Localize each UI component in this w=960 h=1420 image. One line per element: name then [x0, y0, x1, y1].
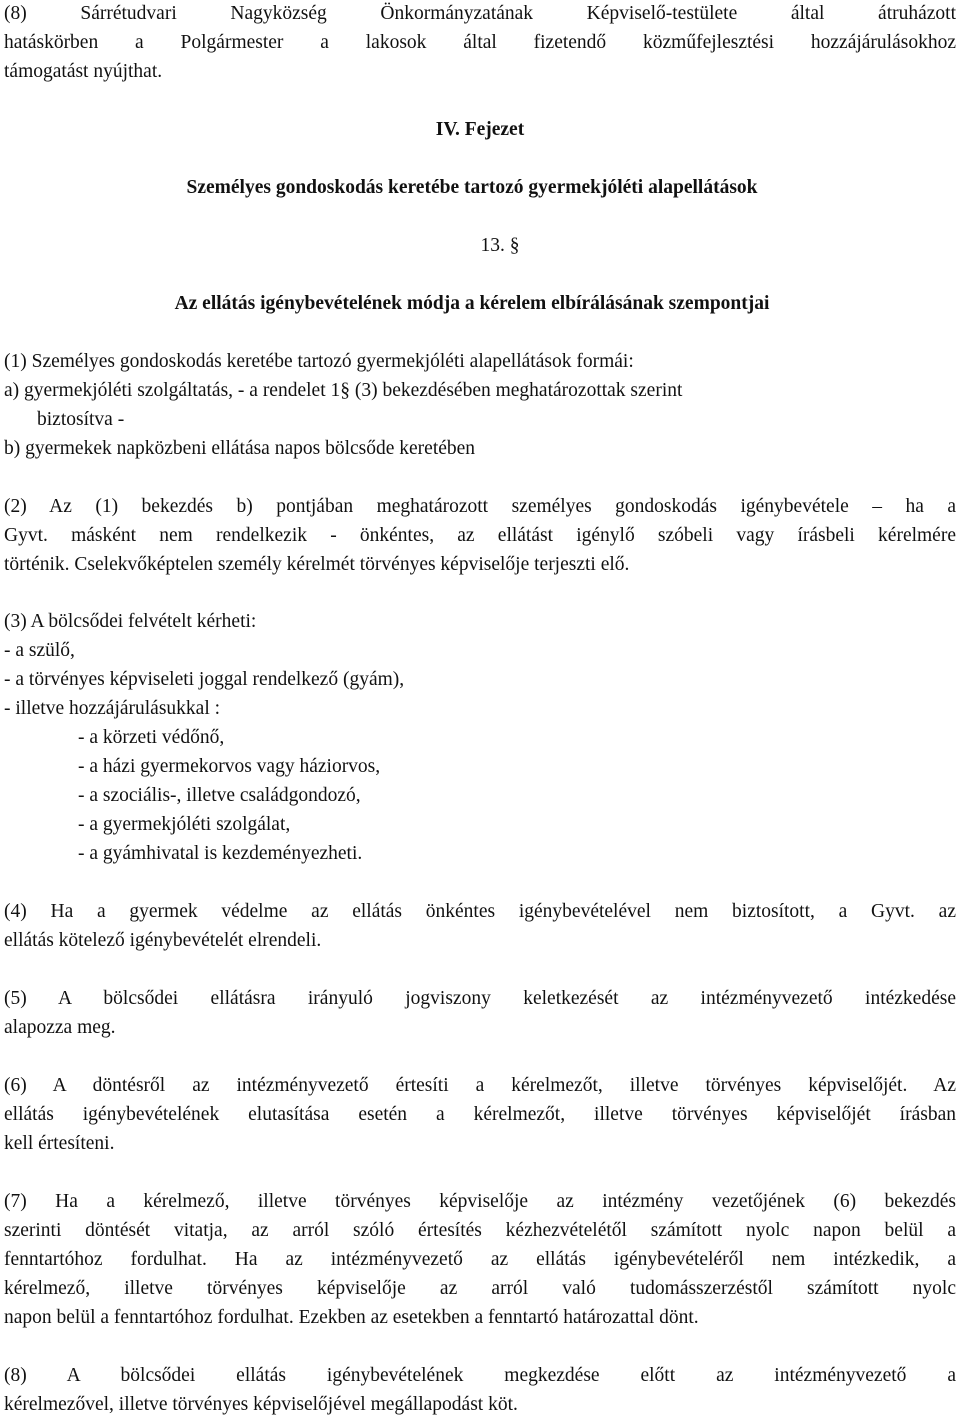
section-number: 13. §: [480, 235, 520, 256]
p8-line-2: kérelmezővel, illetve törvényes képviselőjével megállapodást köt.: [4, 1394, 518, 1415]
p3-line-1: (3) A bölcsődei felvételt kérheti:: [4, 611, 257, 632]
p7-line-5: napon belül a fenntartóhoz fordulhat. Ezekben az esetekben a fenntartó határozattal dönt.: [4, 1307, 699, 1328]
p5-line-2: alapozza meg.: [4, 1017, 116, 1038]
p4-line-2: ellátás kötelező igénybevételét elrendeli.: [4, 930, 322, 951]
p3-sub-item: - a gyámhivatal is kezdeményezheti.: [78, 843, 363, 864]
p1-line-3: biztosítva -: [37, 409, 125, 430]
p1-line-4: b) gyermekek napközbeni ellátása napos bölcsőde keretében: [4, 438, 476, 459]
p3-sub-item: - a házi gyermekorvos vagy háziorvos,: [78, 756, 381, 777]
p7-line-3: fenntartóhoz fordulhat. Ha az intézményvezető az ellátás igénybevételéről nem intézkedik, a: [4, 1249, 956, 1270]
p3-sub-item: - a körzeti védőnő,: [78, 727, 225, 748]
p2-line-1: (2) Az (1) bekezdés b) pontjában meghatározott személyes gondoskodás igénybevétele – ha a: [4, 496, 956, 517]
p6-line-1: (6) A döntésről az intézményvezető értesíti a kérelmezőt, illetve törvényes képviselőjét. Az: [4, 1075, 956, 1096]
p2-line-3: történik. Cselekvőképtelen személy kérelmét törvényes képviselője terjeszti elő.: [4, 554, 630, 575]
p3-line-4: - illetve hozzájárulásukkal :: [4, 698, 221, 719]
section-title: Az ellátás igénybevételének módja a kérelem elbírálásának szempontjai: [174, 293, 770, 314]
p7-line-4: kérelmező, illetve törvényes képviselője az arról való tudomásszerzéstől számított nyolc: [4, 1278, 956, 1299]
p3-sub-item: - a gyermekjóléti szolgálat,: [78, 814, 291, 835]
intro-line-2: hatáskörben a Polgármester a lakosok által fizetendő közműfejlesztési hozzájárulásokhoz: [4, 32, 956, 53]
p6-line-3: kell értesíteni.: [4, 1133, 115, 1154]
chapter-number: IV. Fejezet: [435, 119, 525, 140]
p3-line-3: - a törvényes képviseleti joggal rendelkező (gyám),: [4, 669, 405, 690]
p7-line-2: szerinti döntését vitatja, az arról szóló értesítés kézhezvételétől számított nyolc napon belül a: [4, 1220, 956, 1241]
p1-line-2: a) gyermekjóléti szolgáltatás, - a rendelet 1§ (3) bekezdésében meghatározottak szerint: [4, 380, 683, 401]
p7-line-1: (7) Ha a kérelmező, illetve törvényes képviselője az intézmény vezetőjének (6) bekezdés: [4, 1191, 956, 1212]
p4-line-1: (4) Ha a gyermek védelme az ellátás önkéntes igénybevételével nem biztosított, a Gyvt. az: [4, 901, 956, 922]
p5-line-1: (5) A bölcsődei ellátásra irányuló jogviszony keletkezését az intézményvezető intézkedése: [4, 988, 956, 1009]
p6-line-2: ellátás igénybevételének elutasítása esetén a kérelmezőt, illetve törvényes képviselőjét írásban: [4, 1104, 956, 1125]
chapter-title: Személyes gondoskodás keretébe tartozó gyermekjóléti alapellátások: [186, 177, 758, 198]
p1-line-1: (1) Személyes gondoskodás keretébe tartozó gyermekjóléti alapellátások formái:: [4, 351, 634, 372]
p3-line-2: - a szülő,: [4, 640, 75, 661]
intro-line-1: (8) Sárrétudvari Nagyközség Önkormányzatának Képviselő-testülete által átruházott: [4, 3, 956, 24]
p3-sub-item: - a szociális-, illetve családgondozó,: [78, 785, 361, 806]
p8-line-1: (8) A bölcsődei ellátás igénybevételének megkezdése előtt az intézményvezető a: [4, 1365, 956, 1386]
p2-line-2: Gyvt. másként nem rendelkezik - önkéntes, az ellátást igénylő szóbeli vagy írásbeli kérelmére: [4, 525, 956, 546]
intro-line-3: támogatást nyújthat.: [4, 61, 163, 82]
